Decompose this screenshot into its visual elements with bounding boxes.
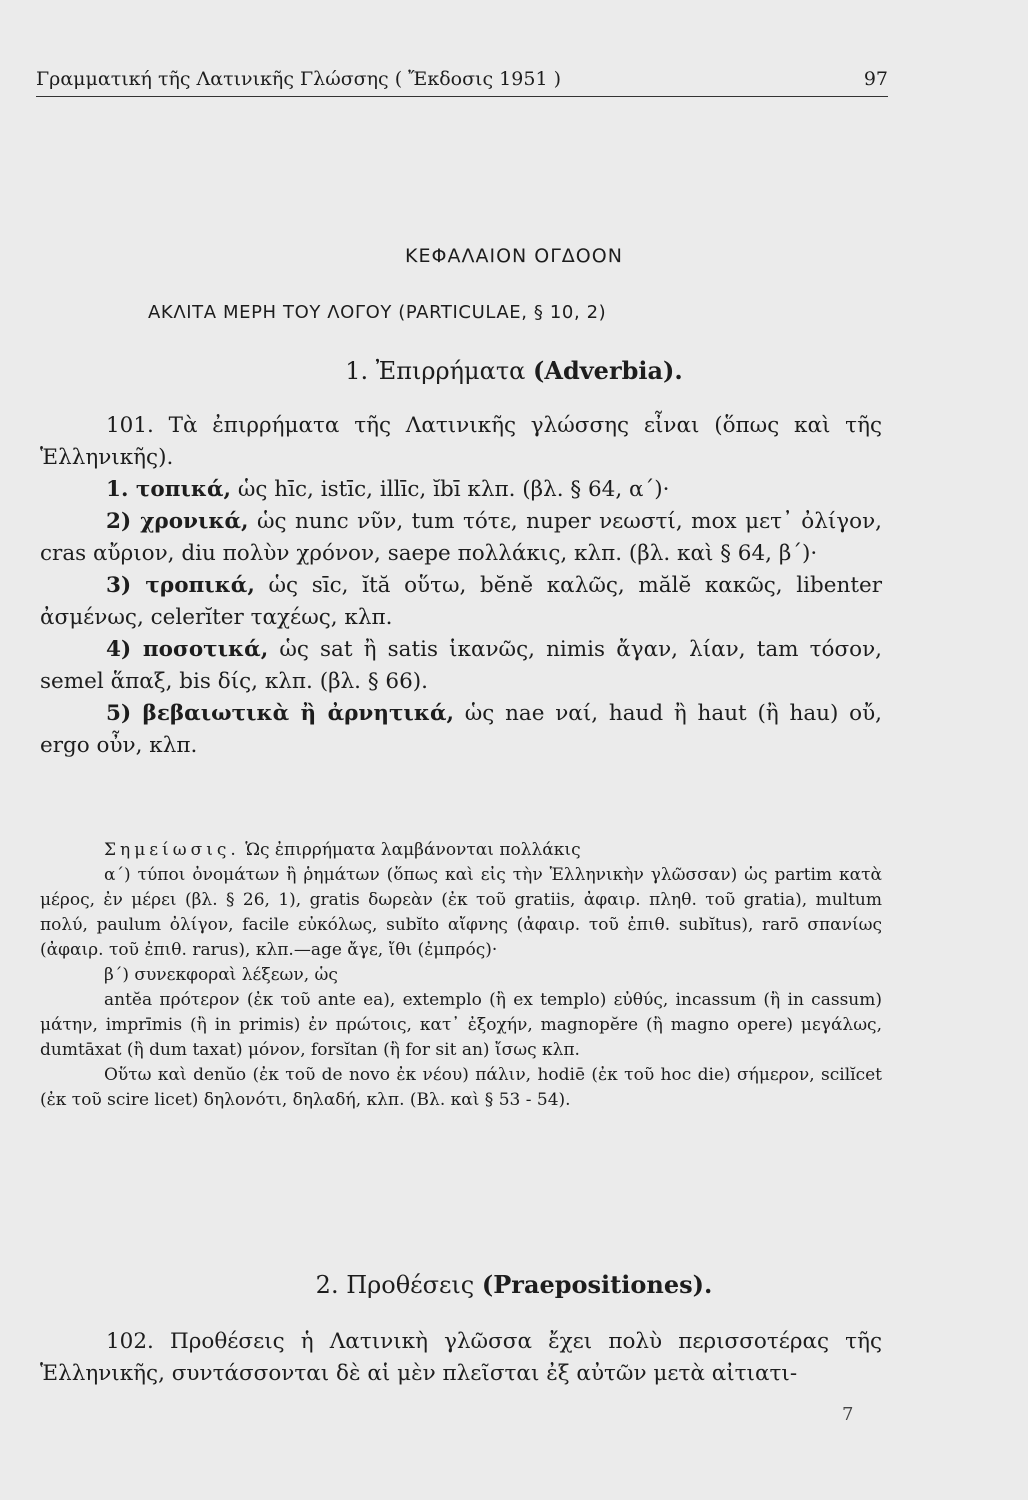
note-intro <box>40 838 882 863</box>
note-item-c: Οὕτω καὶ denŭo (ἐκ τοῦ de novo ἐκ νέου) πάλιν, hodiē (ἐκ τοῦ hoc die) σήμερον, scilĭcet (ἐκ τοῦ scire licet) δηλονότι, δηλαδή, κλπ. (Βλ. καὶ § 53 - 54). <box>40 1065 882 1110</box>
paragraph-101 <box>40 410 882 762</box>
note-label: Σημείωσις. <box>104 840 240 860</box>
section-latin-title: (Adverbia). <box>532 356 683 385</box>
paragraph-102-text: 102. Προθέσεις ἡ Λατινικὴ γλῶσσα ἔχει πολὺ περισσοτέρας τῆς Ἑλληνικῆς, συντάσσονται δὲ αἱ μὲν πλεῖσται ἐξ αὐτῶν μετὰ αἰτιατι- <box>40 1329 882 1386</box>
note-item-a: α΄) τύποι ὀνομάτων ἢ ῥημάτων (ὅπως καὶ εἰς τὴν Ἑλληνικὴν γλῶσσαν) ὡς partim κατὰ μέρος, ἐν μέρει (βλ. § 26, 1), gratis δωρεὰν (ἐκ τοῦ gratiis, ἀφαιρ. πληθ. τοῦ gratia), multum πολύ, paulum ὀλίγον, facile εὐκόλως, subĭto αἴφνης (ἀφαιρ. τοῦ ἐπιθ. subĭtus), rarō σπανίως (ἀφαιρ. τοῦ ἐπιθ. rarus), κλπ.—age ἄγε, ἴθι (ἐμπρός)· <box>40 865 882 960</box>
chapter-subtitle: ΑΚΛΙΤΑ ΜΕΡΗ ΤΟΥ ΛΟΓΟΥ (PARTICULAE, § 10, 2) <box>148 302 607 323</box>
list-item <box>40 474 882 506</box>
page-number: 97 <box>863 68 888 90</box>
list-item <box>40 698 882 762</box>
item-label: 3) τροπικά, <box>106 573 255 598</box>
section-heading-adverbia <box>0 356 1028 385</box>
list-item <box>40 506 882 570</box>
item-label: 1. τοπικά, <box>106 477 232 502</box>
item-label: 4) ποσοτικά, <box>106 637 269 662</box>
section-heading-praepositiones <box>0 1270 1028 1299</box>
section-number: 2. Προθέσεις <box>315 1271 475 1299</box>
note-item-b: antĕa πρότερον (ἐκ τοῦ ante ea), extemplo (ἢ ex templo) εὐθύς, incassum (ἢ in cassum) μάτην, imprīmis (ἢ in primis) ἐν πρώτοις, κατ᾽ ἐξοχήν, magnopĕre (ἢ magno opere) μεγάλως, dumtāxat (ἢ dum taxat) μόνον, forsĭtan (ἢ for sit an) ἴσως κλπ. <box>40 990 882 1060</box>
section-latin-title: (Praepositiones). <box>481 1270 713 1299</box>
paragraph-intro: 101. Τὰ ἐπιρρήματα τῆς Λατινικῆς γλώσσης εἶναι (ὅπως καὶ τῆς Ἑλληνικῆς). <box>40 413 882 470</box>
paragraph-102 <box>40 1326 882 1390</box>
chapter-heading: ΚΕΦΑΛΑΙΟΝ ΟΓΔΟΟΝ <box>405 245 623 267</box>
item-label: 5) βεβαιωτικὰ ἢ ἀρνητικά, <box>106 701 454 726</box>
running-header <box>36 68 888 97</box>
item-text: ὡς nae ναί, haud ἢ haut (ἢ hau) οὔ, ergo οὖν, κλπ. <box>40 701 882 758</box>
note-intro-text: Ὡς ἐπιρρήματα λαμβάνονται πολλάκις <box>245 840 581 860</box>
section-number: 1. Ἐπιρρήματα <box>345 357 526 385</box>
note-block <box>40 838 882 1113</box>
item-text: ὡς sat ἢ satis ἱκανῶς, nimis ἄγαν, λίαν, tam τόσον, semel ἅπαξ, bis δίς, κλπ. (βλ. § 66). <box>40 637 883 694</box>
header-title: Γραμματική τῆς Λατινικῆς Γλώσσης ( Ἔκδοσις 1951 ) <box>36 68 561 90</box>
item-text: ὡς nunc νῦν, tum τότε, nuper νεωστί, mox μετ᾽ ὀλίγον, cras αὔριον, diu πολὺν χρόνον, saepe πολλάκις, κλπ. (βλ. καὶ § 64, β΄)· <box>40 509 882 566</box>
list-item <box>40 570 882 634</box>
list-item <box>40 634 882 698</box>
item-text: ὡς sīc, ĭtă οὕτω, bĕnĕ καλῶς, mălĕ κακῶς, libenter ἀσμένως, celerĭter ταχέως, κλπ. <box>40 573 882 630</box>
item-label: 2) χρονικά, <box>106 509 249 534</box>
signature-mark: 7 <box>842 1404 854 1425</box>
item-text: ὡς hīc, istīc, illīc, ĭbī κλπ. (βλ. § 64, α΄)· <box>237 477 670 502</box>
note-item-b-intro: β΄) συνεκφοραὶ λέξεων, ὡς <box>104 965 338 985</box>
